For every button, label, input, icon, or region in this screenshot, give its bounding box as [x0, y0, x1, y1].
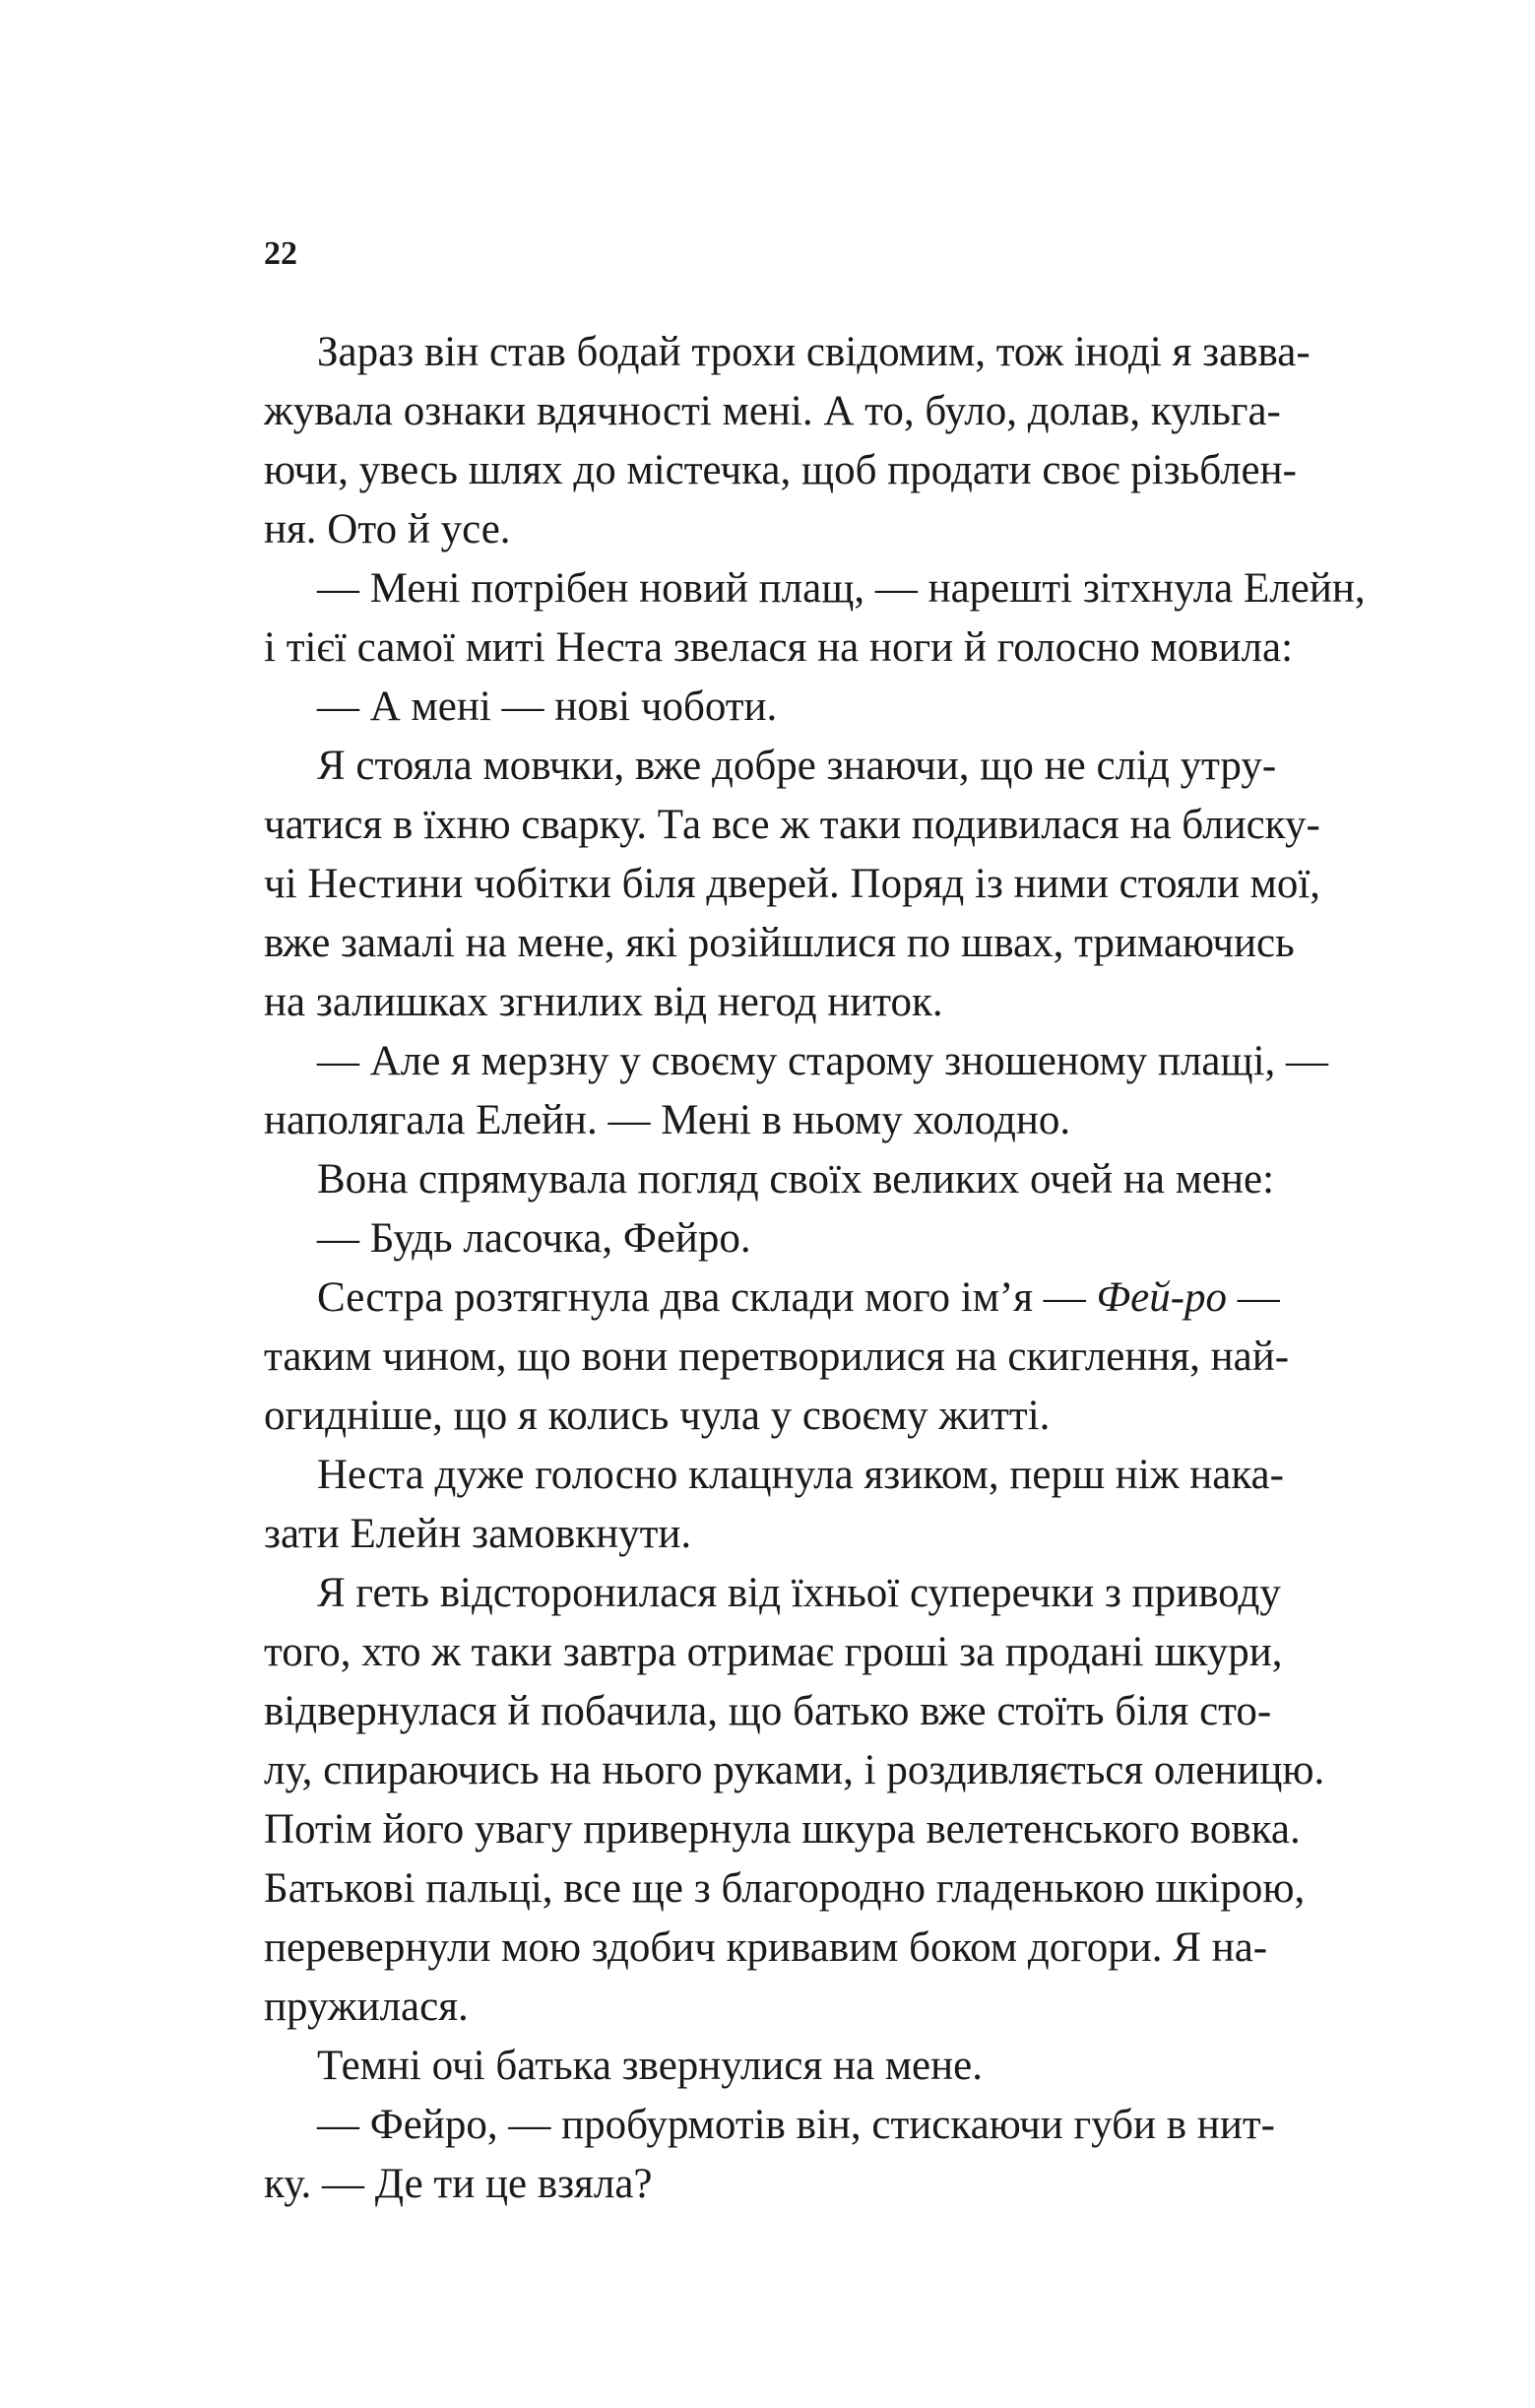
- text-fragment: Сестра розтягнула два склади мого ім’я —: [317, 1274, 1097, 1321]
- text-line: — А мені — нові чоботи.: [317, 683, 778, 730]
- text-line: лу, спираючись на нього руками, і роздивляється оленицю.: [264, 1747, 1325, 1793]
- text-line: на залишках згнилих від негод ниток.: [264, 979, 943, 1025]
- text-line: чі Нестини чобітки біля дверей. Поряд із ними стояли мої,: [264, 861, 1321, 907]
- text-fragment: —: [1227, 1274, 1280, 1321]
- text-line: наполягала Елейн. — Мені в ньому холодно.: [264, 1097, 1071, 1143]
- text-line: ку. — Де ти це взяла?: [264, 2161, 653, 2207]
- text-line: і тієї самої миті Неста звелася на ноги й голосно мовила:: [264, 624, 1294, 671]
- text-line: таким чином, що вони перетворилися на скиглення, най-: [264, 1334, 1290, 1380]
- text-line: Зараз він став бодай трохи свідомим, тож іноді я завва-: [317, 329, 1311, 375]
- text-line: ючи, увесь шлях до містечка, щоб продати своє різьблен-: [264, 447, 1297, 493]
- text-line: — Будь ласочка, Фейро.: [317, 1215, 751, 1262]
- text-line-with-italic: [264, 1269, 1372, 1328]
- text-line: огидніше, що я колись чула у своєму житті.: [264, 1393, 1051, 1439]
- text-line: чатися в їхню сварку. Та все ж таки подивилася на блиску-: [264, 802, 1320, 848]
- text-line: жувала ознаки вдячності мені. А то, було, долав, кульга-: [264, 388, 1281, 434]
- body-text: [264, 323, 1372, 2214]
- text-line: Потім його увагу привернула шкура велетенського вовка.: [264, 1806, 1301, 1853]
- text-line: вже замалі на мене, які розійшлися по швах, тримаючись: [264, 920, 1295, 966]
- text-line: перевернули мою здобич кривавим боком догори. Я на-: [264, 1924, 1268, 1971]
- italic-name: Фей-ро: [1096, 1274, 1228, 1321]
- text-line: — Але я мерзну у своєму старому зношеному плащі, —: [317, 1038, 1329, 1084]
- text-line: — Фейро, — пробурмотів він, стискаючи губи в нит-: [317, 2102, 1275, 2148]
- text-line: Темні очі батька звернулися на мене.: [317, 2043, 983, 2089]
- text-line: Неста дуже голосно клацнула язиком, перш ніж нака-: [317, 1452, 1284, 1498]
- text-line: пружилася.: [264, 1984, 469, 2030]
- text-line: Я геть відсторонилася від їхньої суперечки з приводу: [317, 1570, 1281, 1616]
- page-number: 22: [264, 235, 297, 272]
- text-line: Вона спрямувала погляд своїх великих очей на мене:: [317, 1156, 1275, 1203]
- text-line: зати Елейн замовкнути.: [264, 1511, 692, 1557]
- text-line: ня. Ото й усе.: [264, 506, 511, 553]
- text-line: Батькові пальці, все ще з благородно гладенькою шкірою,: [264, 1865, 1306, 1912]
- text-line: того, хто ж таки завтра отримає гроші за продані шкури,: [264, 1629, 1283, 1675]
- text-line: Я стояла мовчки, вже добре знаючи, що не слід утру-: [317, 743, 1277, 789]
- text-line: відвернулася й побачила, що батько вже стоїть біля сто-: [264, 1688, 1272, 1734]
- text-line: — Мені потрібен новий плащ, — нарешті зітхнула Елейн,: [317, 565, 1366, 612]
